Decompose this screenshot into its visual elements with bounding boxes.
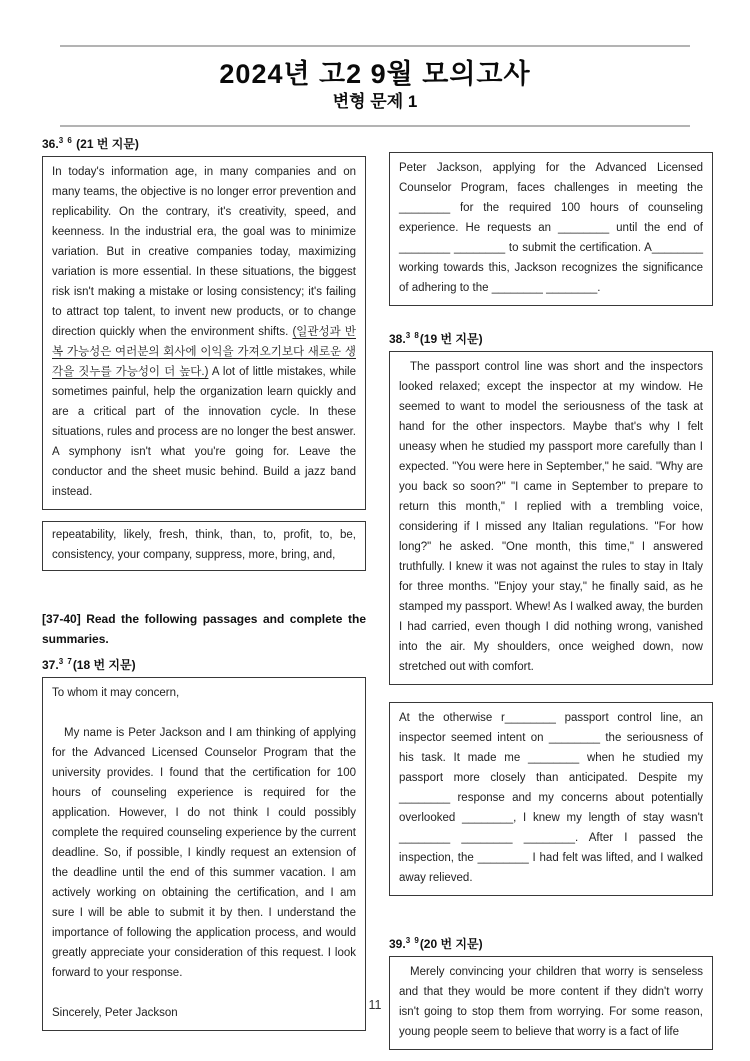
word-bank-text: repeatability, likely, fresh, think, than, to, profit, to, be, consistency, your company, suppress, more, bring, and, xyxy=(52,529,356,561)
letter-closing: Sincerely, Peter Jackson xyxy=(52,1007,178,1019)
question-38-sup: 3 8 xyxy=(405,331,420,340)
question-37-heading xyxy=(42,654,366,673)
exam-subtitle: 변형 문제 1 xyxy=(332,92,418,111)
header-rule-bottom xyxy=(60,125,690,127)
passage-36-english-after: A lot of little mistakes, while sometimes painful, help the organization learn quickly and are a critical part of the innovation cycle. In these situations, rules and process are no longer the best answer. A symphony isn't what you're going for. Leave the conductor and the sheet music behind. Build a jazz band instead. xyxy=(52,366,356,498)
passage-36-underlined-korean: (일관성과 반복 가능성은 여러분의 회사에 이익을 가져오기보다 새로운 생각을 짓누를 가능성이 더 높다.) xyxy=(52,326,356,378)
summary-box-38 xyxy=(389,702,713,896)
section-instruction-37-40: [37-40] Read the following passages and complete the summaries. xyxy=(42,612,366,646)
question-37-source-label: (18 번 지문) xyxy=(72,658,136,672)
question-37-number: 37. xyxy=(42,658,59,672)
column-left xyxy=(42,133,366,1050)
header-rule-top xyxy=(60,45,690,47)
passage-36-text xyxy=(52,162,356,502)
question-39-source-label: (20 번 지문) xyxy=(419,937,483,951)
question-36-sup: 3 6 xyxy=(58,136,73,145)
passage-38-text: The passport control line was short and the inspectors looked relaxed; except the inspector at my window. He seemed to want to model the seriousness of the task at hand for the other inspectors. Maybe that's why I felt uneasy when he studied my passport more carefully than I expected. "You were here in September," he said. "Why are you back so soon?" "I came in September to prepare to return this month," I replied with a trembling voice, considering if I missed any Italian regulations. "For how long?" he asked. "One month, this time," I answered truthfully. I knew it was not against the rules to stay in Italy for three months. "Enjoy your stay," he finally said, as he stamped my passport. Whew! As I walked away, the burden I had carried, even though I did nothing wrong, vanished into the air. My shoulders, once weighed down, now stretched out with comfort. xyxy=(399,361,703,673)
content-columns xyxy=(42,133,713,1050)
letter-greeting: To whom it may concern, xyxy=(52,687,180,699)
page-number: 11 xyxy=(368,998,382,1012)
question-38-heading xyxy=(389,328,713,347)
question-39-number: 39. xyxy=(389,937,406,951)
question-36-number: 36. xyxy=(42,137,59,151)
passage-39-text: Merely convincing your children that worry is senseless and that they would be more content if they didn't worry isn't going to stop them from worrying. For some reason, young people seem to believe that worry is a fact of life xyxy=(399,966,703,1038)
question-36-source-label: (21 번 지문) xyxy=(72,137,139,151)
question-36-heading xyxy=(42,133,366,152)
summary-box-37 xyxy=(389,152,713,306)
letter-body: My name is Peter Jackson and I am thinking of applying for the Advanced Licensed Counselor Program that the university provides. I found that the certification for 100 hours of counseling experience is required for the application. However, I do not think I could possibly complete the required counseling experience by the current deadline. So, if possible, I kindly request an extension of the deadline until the end of this summer vacation. I am actively working on obtaining the certification, and I am sure I will be able to submit it by then. I understand the importance of following the application process, and would greatly appreciate your consideration of this request. I look forward to your response. xyxy=(52,727,356,979)
passage-box-38 xyxy=(389,351,713,685)
column-right xyxy=(389,133,713,1050)
passage-36-english-before: In today's information age, in many companies and on many teams, the objective is no longer error prevention and replicability. On the contrary, it's creativity, speed, and keenness. In the industrial era, the goal was to minimize variation. But in creative companies today, maximizing variation is more essential. In these situations, the biggest risk isn't making a mistake or losing consistency; it's failing to attract top talent, to invent new products, or to change direction quickly when the environment shifts. xyxy=(52,166,356,338)
passage-box-36 xyxy=(42,156,366,510)
question-39-sup: 3 9 xyxy=(405,936,420,945)
summary-37-text: Peter Jackson, applying for the Advanced Licensed Counselor Program, faces challenges in meeting the ________ for the required 100 hours of counseling experience. He requests an ________ until the end of ________ ________ to submit the certification. A________ working towards this, Jackson recognizes the significance of adhering to the ________ ________. xyxy=(399,162,703,294)
word-bank-box-36 xyxy=(42,521,366,571)
question-38-number: 38. xyxy=(389,332,406,346)
summary-38-text: At the otherwise r________ passport control line, an inspector seemed intent on ________ the seriousness of his task. It made me ________ when he studied my passport more closely than anticipated. Despite my ________ response and my concerns about potentially overlooked ________, I knew my length of stay wasn't ________ ________ ________. After I passed the inspection, the ________ I had felt was lifted, and I walked away relieved. xyxy=(399,712,703,884)
exam-title: 2024년 고2 9월 모의고사 xyxy=(219,59,531,89)
question-37-sup: 3 7 xyxy=(58,657,73,666)
question-38-source-label: (19 번 지문) xyxy=(419,332,483,346)
letter-box-37 xyxy=(42,677,366,1031)
question-39-heading xyxy=(389,933,713,952)
